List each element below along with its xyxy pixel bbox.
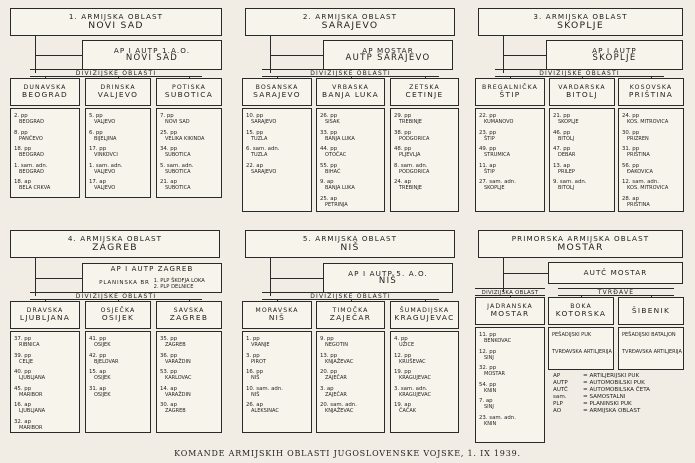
unit-entry: 37. pp RIBNICA [14,336,40,348]
army-4-header [10,230,220,258]
connector-line [45,77,46,78]
army-1-header-seat: NOVI SAD [88,19,144,31]
army-1-division-seat: BEOGRAD [22,90,68,100]
unit-entry: 1. sam. adn. VALJEVO [89,162,123,175]
unit-entry: 54. pp KNIN [479,381,497,394]
unit-entry: 40. pp LJUBLJANA [14,369,46,381]
army-1-division-2-units [85,108,151,198]
connector-line [118,300,119,301]
unit-entry: 20. sam. adn. KNJAŽEVAC [320,402,357,414]
army-3-header [478,8,683,36]
unit-entry: 11. pp BENKOVAC [479,332,512,344]
unit-entry: 33. pp BANJA LUKA [320,129,355,142]
connector-line [270,55,323,56]
army-3-header-seat: SKOPLJE [557,19,604,31]
unit-entry: 14. ap VARAŽDIN [160,385,191,398]
army-4-division-seat: OSIJEK [101,313,135,323]
army-2-header-title: 2. ARMIJSKA OBLAST [302,12,398,22]
army-2-division-3 [390,78,459,106]
unit-entry: 12. pp SINJ [479,348,497,361]
army-6-fortress-seat: KOTORSKA [555,309,607,319]
connector-line [118,77,119,78]
army-3-divisions-bar: DIVIZIJSKE OBLASTI [495,69,664,77]
unit-entry: 10. sam. adn. NIŠ [246,385,283,398]
unit-entry: 49. pp STRUMICA [479,146,511,158]
unit-entry: 9. ap BANJA LUKA [320,179,355,191]
connector-line [503,55,546,56]
unit-entry: 19. ap ČAČAK [394,402,417,414]
army-6-fortress-2-units [618,327,684,370]
army-6-header-title: PRIMORSKA ARMIJSKA OBLAST [511,234,650,244]
connector-line [45,300,46,301]
army-3-division-name: BREGALNIČKA [482,83,538,91]
army-5-army-troops [323,263,453,293]
army-3-division-3 [618,78,684,106]
army-4-division-seat: LJUBLJANA [19,313,71,323]
army-6-army-troops [548,262,683,284]
army-2-division-1-units [242,108,312,212]
unit-entry: 7. ap SINJ [479,398,494,410]
connector-line [270,278,323,279]
army-2-division-seat: SARAJEVO [253,90,301,100]
unit-entry: 53. pp KARLOVAC [160,369,192,381]
unit-entry: 28. ap PRIŠTINA [622,195,650,208]
connector-line [425,300,426,301]
army-6-division-bar: DIVIZIJSKA OBLAST [475,288,545,296]
unit-entry: 15. ap OSIJEK [89,369,111,381]
army-4-division-name: SAVSKA [173,306,205,314]
unit-entry: 15. pp TUZLA [246,129,268,142]
unit-entry: 20. pp ZAJEČAR [320,369,347,381]
army-6-fortress-1-units [548,327,614,370]
army-2-division-seat: BANJA LUKA [321,90,380,100]
army-4-army-troops [82,263,222,293]
chart-caption: KOMANDE ARMIJSKIH OBLASTI JUGOSLOVENSKE VOJSKE, 1. IX 1939. [174,449,521,458]
unit-entry: 26. ap ALEKSINAC [246,402,279,414]
unit-entry: 36. pp VARAŽDIN [160,352,191,365]
army-1-header-title: 1. ARMIJSKA OBLAST [68,12,164,22]
unit-entry: 18. ap BELA CRKVA [14,179,51,191]
army-1-troops-line1: AP I AUTP 1.A.O. [113,45,191,55]
connector-line [510,296,511,297]
army-4-division-1 [10,301,80,329]
army-4-division-3-units [156,331,222,433]
connector-line [270,258,271,296]
army-5-header-title: 5. ARMIJSKA OBLAST [302,234,398,244]
connector-line [351,300,352,301]
legend-entry: AO = ARMIJSKA OBLAST [553,408,641,414]
army-4-division-2 [85,301,151,329]
legend-entry: AP = ARTILJERIJSKI PUK [553,373,640,379]
army-6-fortress-2 [618,297,684,325]
unit-entry: 13. pp KNJAŽEVAC [320,352,354,365]
fortress-unit-entry: TVRĐAVSKA ARTILJERIJA [552,349,612,355]
fortress-unit-entry: TVRĐAVSKA ARTILJERIJA [622,349,682,355]
army-1-division-name: DRINSKA [100,83,136,91]
unit-entry: 47. pp DEBAR [553,146,576,158]
unit-entry: 19. pp KRAGUJEVAC [394,369,431,381]
connector-line [651,77,652,78]
unit-entry: 42. pp BJELOVAR [89,352,119,365]
army-1-division-3-units [156,108,222,198]
army-2-division-2-units [316,108,385,212]
army-4-division-seat: ZAGREB [169,313,209,323]
unit-entry: 22. pp KUMANOVO [479,113,514,125]
unit-entry: 5. pp VALJEVO [89,113,116,125]
fortress-unit-entry: PEŠADIJSKI PUK [552,332,592,338]
unit-entry: 21. pp SKOPLJE [553,113,579,125]
connector-line [651,296,652,297]
army-6-troops-line1: AUTČ MOSTAR [583,268,648,278]
army-6-division-1-units [475,327,545,443]
connector-line [277,300,278,301]
unit-entry: 31. ap OSIJEK [89,385,111,398]
unit-entry: 17. pp VINKOVCI [89,146,118,158]
unit-entry: 8. sam. adn. PODGORICA [394,162,430,175]
unit-entry: 9. pp NEGOTIN [320,336,348,348]
connector-line [189,300,190,301]
unit-entry: 13. ap PRILEP [553,162,575,175]
unit-entry: 16. pp NIŠ [246,369,264,381]
unit-entry: 11. ap ŠTIP [479,162,497,175]
connector-line [503,258,504,292]
army-4-troops-line2: PLANINSKA BR [99,279,150,286]
army-3-division-name: KOSOVSKA [629,83,673,91]
army-3-division-2 [549,78,615,106]
army-3-troops-line1: AP I AUTP [592,45,637,55]
unit-entry: 24. pp KOS. MITROVICA [622,113,669,125]
army-6-header-seat: MOSTAR [557,241,604,253]
army-2-troops-line2: AUTP SARAJEVO [345,53,431,64]
unit-entry: 45. pp MARIBOR [14,385,43,398]
connector-line [277,77,278,78]
army-1-division-1-units [10,108,80,198]
legend-entry: sam. = SAMOSTALNI [553,394,626,400]
unit-entry: 1. pp VRANJE [246,336,270,348]
army-2-header [245,8,455,36]
unit-entry: 10. pp SARAJEVO [246,113,277,125]
army-2-divisions-bar: DIVIZIJSKE OBLASTI [262,69,439,77]
army-3-division-3-units [618,108,684,212]
connector-line [351,77,352,78]
unit-entry: 25. ap PETRINJA [320,195,348,208]
army-5-division-name: ŠUMADIJSKA [399,306,450,314]
connector-line [35,278,82,279]
unit-entry: 26. pp SISAK [320,113,340,125]
army-6-header [478,230,683,258]
army-2-division-2 [316,78,385,106]
army-4-division-name: DRAVSKA [26,306,64,314]
army-5-divisions-bar: DIVIZIJSKE OBLASTI [262,292,439,300]
army-3-division-1-units [475,108,545,212]
unit-entry: 9. sam. adn. BITOLJ [553,179,587,191]
unit-entry: 48. pp PLJEVLJA [394,146,421,158]
legend-entry: AUTČ = AUTOMOBILSKA ČETA [553,387,651,393]
army-6-fortress-name: BOKA [570,302,592,310]
unit-entry: 44. pp OTOČAC [320,146,347,158]
army-2-division-1 [242,78,312,106]
army-2-division-name: VRBASKA [332,83,369,91]
army-4-header-title: 4. ARMIJSKA OBLAST [67,234,163,244]
unit-entry: 12. sam. adn. KOS. MITROVICA [622,179,669,191]
army-6-fortress-bar: TVRĐAVE [558,288,674,296]
army-5-division-2 [316,301,385,329]
army-5-division-name: MORAVSKA [255,306,299,314]
army-1-division-3 [156,78,222,106]
unit-entry: 39. pp CELJE [14,352,34,365]
unit-entry: 5. sam. adn. SUBOTICA [160,162,194,175]
army-1-army-troops [82,40,222,70]
unit-entry: 30. pp PRIZREN [622,129,649,142]
connector-line [510,77,511,78]
army-5-division-3-units [390,331,459,433]
army-5-division-2-units [316,331,385,433]
unit-entry: 23. sam. adn. KNIN [479,414,516,427]
army-5-division-name: TIMOČKA [332,306,369,314]
army-6-fortress-seat: ŠIBENIK [631,306,671,316]
unit-entry: 29. pp TREBINJE [394,113,422,125]
army-4-mountain-regiments: 1. PLP ŠKOFJA LOKA 2. PLP DELNICE [153,277,205,290]
army-3-division-seat: BITOLJ [566,90,598,100]
army-6-division-1 [475,297,545,325]
connector-line [425,77,426,78]
army-2-division-seat: CETINJE [405,90,444,100]
unit-entry: 8. pp PANČEVO [14,129,43,142]
army-3-army-troops [546,40,683,70]
army-4-header-seat: ZAGREB [92,241,138,253]
unit-entry: 7. pp NOVI SAD [160,113,190,125]
army-4-troops-line1: AP I AUTP ZAGREB [110,265,194,274]
army-1-division-seat: VALJEVO [97,90,139,100]
army-5-troops-line1: AP I AUTP 5. A.O. [348,268,428,278]
army-5-division-seat: ZAJEČAR [329,313,372,323]
army-1-divisions-bar: DIVIZIJSKE OBLASTI [30,69,202,77]
army-1-header [10,8,222,36]
unit-entry: 35. pp ZAGREB [160,336,186,348]
unit-entry: 27. sam. adn. SKOPLJE [479,179,516,191]
army-5-header [245,230,455,258]
connector-line [35,258,36,296]
army-5-header-seat: NIŠ [340,241,360,253]
connector-line [582,77,583,78]
army-1-division-name: DUNAVSKA [23,83,67,91]
unit-entry: 2. pp BEOGRAD [14,113,44,125]
army-5-division-seat: KRAGUJEVAC [394,313,455,323]
army-3-division-name: VARDARSKA [558,83,606,91]
unit-entry: 41. pp OSIJEK [89,336,111,348]
fortress-unit-entry: PEŠADIJSKI BATALJON [622,332,676,338]
army-4-division-2-units [85,331,151,433]
unit-entry: 3. pp PIROT [246,352,266,365]
army-1-division-name: POTISKA [171,83,206,91]
army-4-division-3 [156,301,222,329]
army-4-division-1-units [10,331,80,433]
unit-entry: 56. pp ĐAKOVICA [622,162,653,175]
army-6-fortress-1 [548,297,614,325]
army-1-division-2 [85,78,151,106]
connector-line [189,77,190,78]
unit-entry: 3. ap ZAJEČAR [320,385,347,398]
unit-entry: 55. pp BIHAĆ [320,162,341,175]
unit-entry: 1. sam. adn. BEOGRAD [14,162,48,175]
connector-line [503,273,548,274]
legend-entry: PLP = PLANINSKI PUK [553,401,632,407]
army-4-divisions-bar: DIVIZIJSKE OBLASTI [30,292,202,300]
army-6-division-seat: MOSTAR [490,309,530,319]
unit-entry: 17. ap VALJEVO [89,179,116,191]
unit-entry: 24. ap TREBINJE [394,179,422,191]
army-2-division-3-units [390,108,459,212]
unit-entry: 22. ap SARAJEVO [246,162,277,175]
unit-entry: 3. sam. adn. KRAGUJEVAC [394,385,431,398]
unit-entry: 32. ap MARIBOR [14,418,43,431]
army-5-division-seat: NIŠ [268,313,286,323]
army-3-division-seat: PRIŠTINA [628,90,674,100]
army-2-header-seat: SARAJEVO [321,19,379,31]
army-3-division-seat: ŠTIP [499,90,521,100]
unit-entry: 18. pp BEOGRAD [14,146,44,158]
army-1-division-seat: SUBOTICA [164,90,214,100]
army-2-division-name: BOSANSKA [255,83,299,91]
unit-entry: 12. pp KRUŠEVAC [394,352,426,365]
legend-entry: AUTP = AUTOMOBILSKI PUK [553,380,645,386]
connector-line [581,296,582,297]
army-4-division-name: OSJEČKA [100,306,136,314]
unit-entry: 16. ap LJUBLJANA [14,402,46,414]
unit-entry: 21. ap SUBOTICA [160,179,191,191]
unit-entry: 23. pp ŠTIP [479,129,497,142]
army-3-troops-line2: SKOPLJE [592,53,637,64]
army-1-troops-line2: NOVI SAD [125,53,179,64]
army-2-troops-line1: AP MOSTAR [362,45,414,55]
army-5-troops-line2: NIŠ [378,276,398,287]
army-2-army-troops [323,40,453,70]
army-1-division-1 [10,78,80,106]
army-2-division-name: ZETSKA [409,83,440,91]
unit-entry: 46. pp BITOLJ [553,129,575,142]
army-5-division-1-units [242,331,312,433]
army-5-division-3 [390,301,459,329]
army-5-division-1 [242,301,312,329]
army-3-header-title: 3. ARMIJSKA OBLAST [533,12,628,22]
unit-entry: 32. pp MOSTAR [479,365,505,377]
unit-entry: 38. pp PODGORICA [394,129,430,142]
connector-line [35,55,82,56]
unit-entry: 34. pp SUBOTICA [160,146,191,158]
unit-entry: 6. sam. adn. TUZLA [246,146,280,158]
army-3-division-1 [475,78,545,106]
unit-entry: 31. pp PRIŠTINA [622,146,650,158]
army-3-division-2-units [549,108,615,212]
legend [553,373,683,443]
army-6-division-name: JADRANSKA [487,302,533,310]
unit-entry: 25. pp VELIKA KIKINDA [160,129,205,142]
unit-entry: 4. pp UŽICE [394,336,415,348]
unit-entry: 6. pp BIJELJINA [89,129,117,142]
unit-entry: 30. ap ZAGREB [160,402,186,414]
